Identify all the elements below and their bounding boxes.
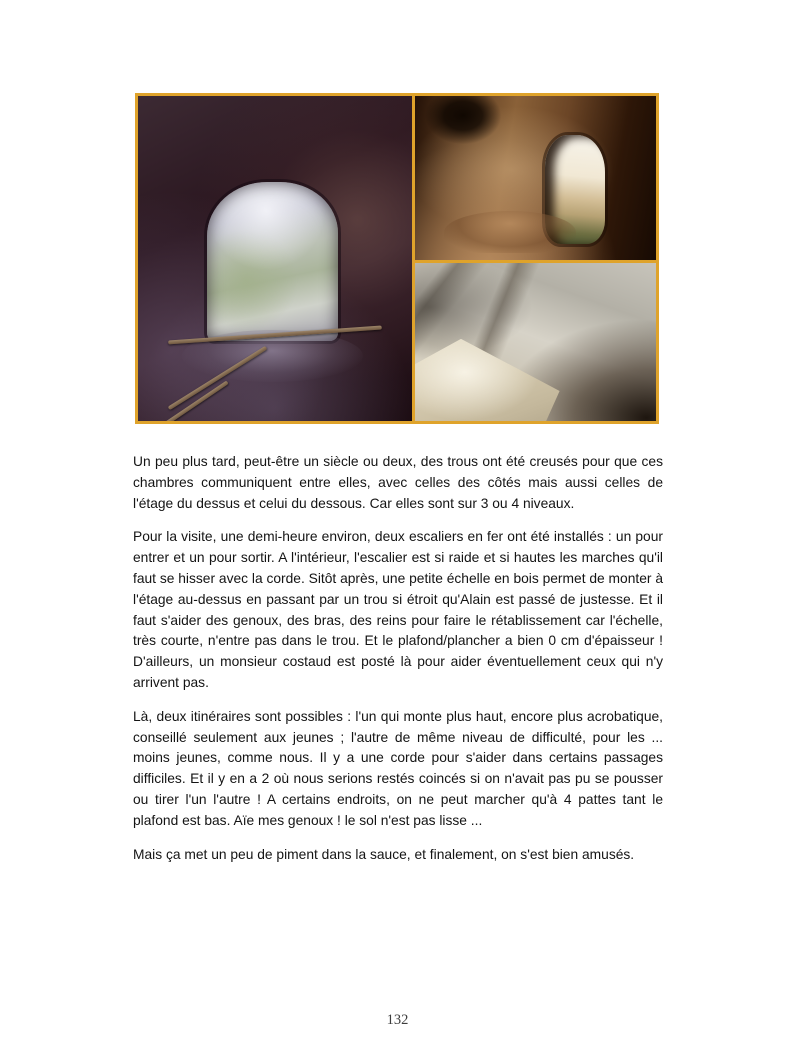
- paragraph-3: Là, deux itinéraires sont possibles : l'un qui monte plus haut, encore plus acrobatique, conseillé seulement aux jeunes ; l'autre de même niveau de difficulté, pour les ... moins jeunes, comme nous. Il y a une corde pour s'aider dans certains passages difficiles. Et il y en a 2 où nous serions restés coincés si on n'avait pas pu se pousser ou tirer l'un l'autre ! A certains endroits, on ne peut marcher qu'à 4 pattes tant le plafond est bas. Aïe mes genoux ! le sol n'est pas lisse ...: [133, 708, 663, 828]
- cave-window-opening: [207, 182, 339, 341]
- page-number: 132: [386, 1012, 409, 1028]
- collage-right-column: [415, 96, 656, 421]
- body-text: [133, 452, 663, 878]
- photo-collage: [135, 93, 659, 424]
- stone-slab: [415, 339, 560, 421]
- paragraph-1: Un peu plus tard, peut-être un siècle ou deux, des trous ont été creusés pour que ces chambres communiquent entre elles, avec celles des côtés mais aussi celles de l'étage du dessus et celui du dessous. Car elles sont sur 3 ou 4 niveaux.: [133, 454, 663, 511]
- paragraph-2: Pour la visite, une demi-heure environ, deux escaliers en fer ont été installés : un pour entrer et un pour sortir. A l'intérieur, l'escalier est si raide et si hautes les marches qu'il faut se hisser avec la corde. Sitôt après, une petite échelle en bois permet de monter à l'étage au-dessus en passant par un trou si étroit qu'Alain est passé de justesse. Et il faut s'aider des genoux, des bras, des reins pour faire le rétablissement car l'échelle, très courte, n'entre pas dans le trou. Et le plafond/plancher a bien 0 cm d'épaisseur ! D'ailleurs, un monsieur costaud est posté là pour aider éventuellement ceux qui n'y arrivent pas.: [133, 529, 663, 690]
- photo-carved-stone-detail: [415, 263, 656, 421]
- paragraph-4: Mais ça met un peu de piment dans la sauce, et finalement, on s'est bien amusés.: [133, 846, 635, 862]
- photo-cave-window-with-rebar: [138, 96, 412, 421]
- rock-ledge: [444, 211, 577, 254]
- photo-cave-room-with-window: [415, 96, 656, 260]
